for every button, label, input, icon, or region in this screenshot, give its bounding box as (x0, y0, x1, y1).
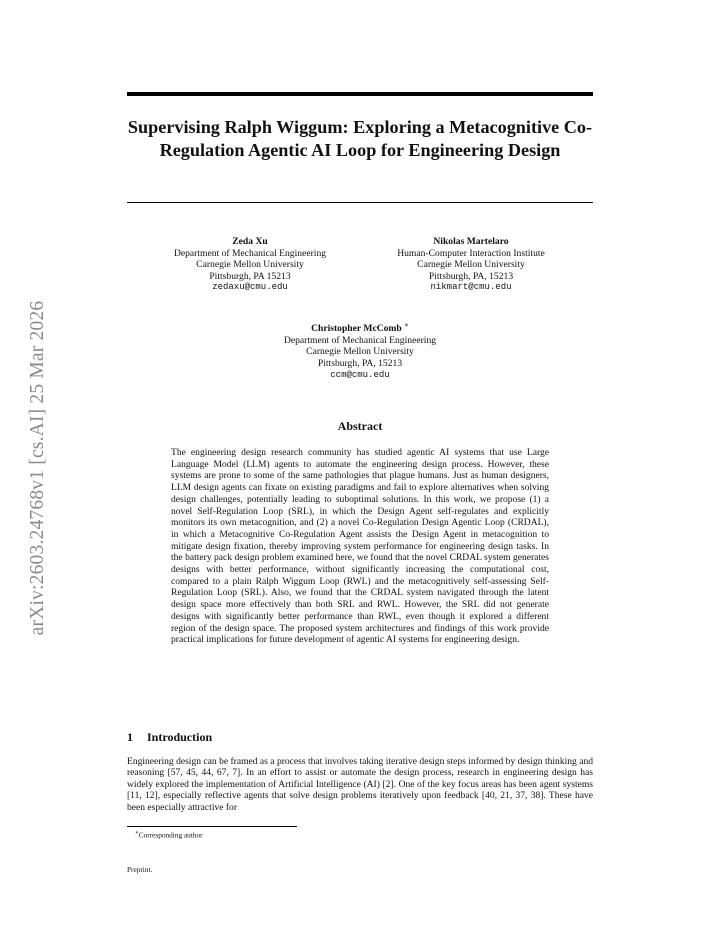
title-bottom-rule (127, 202, 593, 203)
footnote-mark[interactable]: ∗ (404, 321, 409, 329)
title-top-rule (127, 92, 593, 96)
author-email[interactable]: zedaxu@cmu.edu (212, 282, 288, 293)
author-city: Pittsburgh, PA, 15213 (317, 357, 403, 369)
author-block (250, 320, 470, 381)
preprint-label: Preprint. (127, 865, 153, 874)
section-title: Introduction (147, 730, 213, 744)
author-email[interactable]: nikmart@cmu.edu (430, 282, 512, 293)
section-number: 1 (127, 730, 133, 744)
author-university: Carnegie Mellon University (196, 259, 304, 271)
author-name: Christopher McComb ∗ (311, 321, 409, 335)
section-heading (127, 730, 593, 745)
author-city: Pittsburgh, PA, 15213 (428, 270, 514, 282)
abstract-text: The engineering design research community has studied agentic AI systems that use Large Language Model (LLM) agents to automate the engineering design process. However, these systems are prone to some of the same pathologies that plague humans. Just as human designers, LLM design agents can fixate on existing paradigms and fail to explore alternatives when solving design challenges, potentially leading to suboptimal solutions. In this work, we propose (1) a novel Self-Regulation Loop (SRL), in which the Design Agent self-regulates and explicitly monitors its own metacognition, and (2) a novel Co-Regulation Design Agentic Loop (CRDAL), in which a Metacognitive Co-Regulation Agent assists the Design Agent in metacognition to mitigate design fixation, thereby improving system performance for engineering design tasks. In the battery pack design problem examined here, we found that the novel CRDAL system generates designs with better performance, without significantly increasing the computational cost, compared to a plain Ralph Wiggum Loop (RWL) and the metacognitively self-assessing Self-Regulation Loop (SRL). Also, we found that the CRDAL system navigated through the latent design space more effectively than both SRL and RWL. However, the SRL did not generate designs with significantly better performance than RWL, even though it explored a different region of the design space. The proposed system architectures and findings of this work provide practical implications for future development of agentic AI systems for engineering design. (171, 447, 549, 646)
author-name: Nikolas Martelaro (433, 236, 509, 247)
footnote (135, 830, 203, 839)
author-name: Zeda Xu (232, 236, 268, 247)
author-department: Department of Mechanical Engineering (173, 247, 327, 259)
author-department: Department of Mechanical Engineering (283, 334, 437, 346)
author-city: Pittsburgh, PA 15213 (209, 270, 291, 282)
author-block (150, 236, 350, 294)
paper-title: Supervising Ralph Wiggum: Exploring a Metacognitive Co-Regulation Agentic AI Loop for Engineering Design (127, 117, 593, 160)
footnote-mark: ∗ (135, 830, 139, 836)
author-block (370, 236, 572, 294)
introduction-text: Engineering design can be framed as a process that involves taking iterative design steps informed by design thinking and reasoning [57, 45, 44, 67, 7]. In an effort to assist or automate the design process, research in engineering design has widely explored the implementation of Artificial Intelligence (AI) [2]. One of the key focus areas has been agent systems [11, 12], especially reflective agents that solve design problems iteratively upon feedback [40, 21, 37, 38]. These have been especially attractive for (127, 756, 593, 813)
arxiv-identifier: arXiv:2603.24768v1 [cs.AI] 25 Mar 2026 (27, 300, 48, 636)
abstract-heading: Abstract (337, 419, 383, 433)
author-email[interactable]: ccm@cmu.edu (330, 369, 390, 380)
author-department: Human-Computer Interaction Institute (397, 247, 545, 259)
author-university: Carnegie Mellon University (306, 346, 414, 358)
author-university: Carnegie Mellon University (417, 259, 525, 271)
footnote-text: Corresponding author (138, 830, 203, 840)
footnote-rule (127, 826, 297, 827)
